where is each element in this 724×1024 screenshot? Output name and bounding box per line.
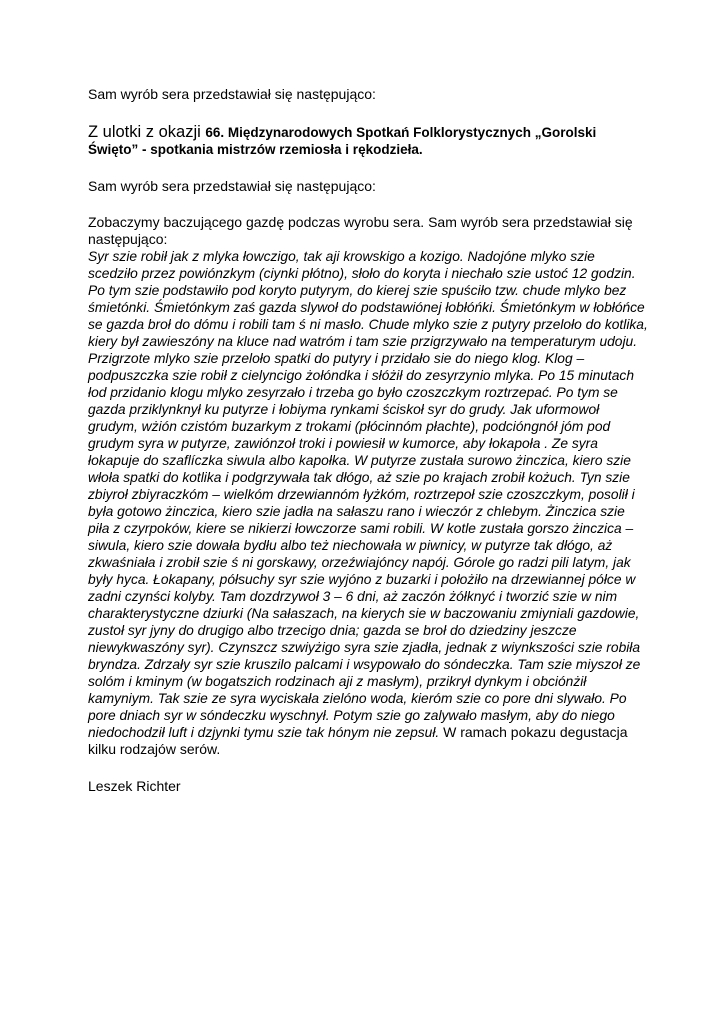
document-page — [88, 86, 648, 795]
story-intro: Zobaczymy baczującego gazdę podczas wyrobu sera. Sam wyrób sera przedstawiał się następująco: — [88, 214, 633, 247]
story-dialect-text: Syr szie robił jak z mlyka łowczigo, tak aji krowskigo a kozigo. Nadojóne mlyko szie scedziło przez powiónzkym (ciynki płótno), słoło do koryta i niechało szie ustoć 12 godzin. Po tym szie podstawiło pod koryto putyrym, do kierej szie spuściło tzw. chude mlyko bez śmietónki. Śmietónkym zaś gazda slywoł do podstawiónej łobłóńki. Śmietónkym w łobłóńce se gazda broł do dómu i robili tam ś ni masło. Chude mlyko szie z putyry przeloło do kotlika, kiery był zawieszóny na kluce nad watróm i tam szie przigrzywało na temperaturym udoju. Przigrzote mlyko szie przeloło spatki do putyry i przidało sie do niego klog. Klog – podpuszczka szie robił z cielyncigo żołóndka i słóżił do zesyrzynio mlyka. Po 15 minutach łod przidanio klogu mlyko zesyrzało i trzeba go było czoszczkym roztrzepać. Po tym se gazda przikl​ynknył ku putyrze i łobiyma rynkami ściskoł syr do grudy. Jak uformowoł grudym, wżión czistóm buzarkym z trokami (płócinnóm płachte), podcióngnół jóm pod grudym syra w putyrze, zawiónzoł troki i powiesił w kumorce, aby łokapoła . Ze syra łokapuje do szaflíczka siwula albo kapołka. W putyrze zustała surowo żinczica, kiero szie włoła spatki do kotlika i podgrzywała tak dłógo, aż szie po krajach zrobił kożuch. Tyn szie zbiyroł zbiyraczkóm – wielkóm drzewiannóm łyżkóm, roztrzepoł szie czoszczkym, posolił i była gotowo żinczica, kiero szie jadła na sałaszu rano i wieczór z chlebym. Żinczica szie piła z czyrpoków, kiere se nikierzi łowczorze sami robili. W kotle zustała gorszo żinczica – siwula, kiero szie dowała bydłu albo też niechowała w piwnicy, w putyrze tak dłógo, aż zkwaśniała i zrobił szie ś ni gorskawy, orzeźwiajóncy napój. Górole go radzi pili latym, jak były hyca. Łokapany, półsuchy syr szie wyjóno z buzarki i położiło na drzewiannej półce w zadni czynści kolyby. Tam dozdrzywoł 3 – 6 dni, aż zaczón żółknyć i tworzić szie w nim charakterystyczne dziurki (Na sałaszach, na kierych sie w baczowaniu zmiyniali gazdowie, zustoł syr jyny do drugigo albo trzecigo dnia; gazda se broł do dziedziny jeszcze niewykwaszóny syr). Czynszcz szwiyżigo syra szie zjadła, jednak z wiynkszości szie robiła bryndza. Zdrzały syr szie kruszilo palcami i wsypowało do sóndeczka. Tam szie miyszoł ze solóm i kminym (w bogatszich rodzinach aji z masłym), przikrył dynkym i obciónżił kamyniym. Tak szie ze syra wyciskała zielóno woda, kieróm szie co pore dni slywało. Po pore dniach syr w sóndeczku wyschnył. Potym szie go zalywało masłym, aby do niego niedochodził luft i dzjynki tymu szie tak hónym nie zepsuł. — [88, 249, 648, 740]
author-signature: Leszek Richter — [88, 778, 181, 794]
flyer-event-title: 66. Międzynarodowych Spotkań Folklorystycznych „Gorolski Święto” - spotkania mistrzów rzemiosła i rękodzieła. — [88, 125, 597, 157]
story-outro: W ramach pokazu degustacja kilku rodzajów serów. — [88, 724, 628, 757]
story-paragraph — [88, 214, 648, 758]
flyer-heading — [88, 124, 648, 158]
flyer-lead-text: Z ulotki z okazji — [88, 123, 206, 141]
intro-line-2: Sam wyrób sera przedstawiał się następująco: — [88, 178, 376, 194]
intro-line-1: Sam wyrób sera przedstawiał się następująco: — [88, 86, 376, 102]
